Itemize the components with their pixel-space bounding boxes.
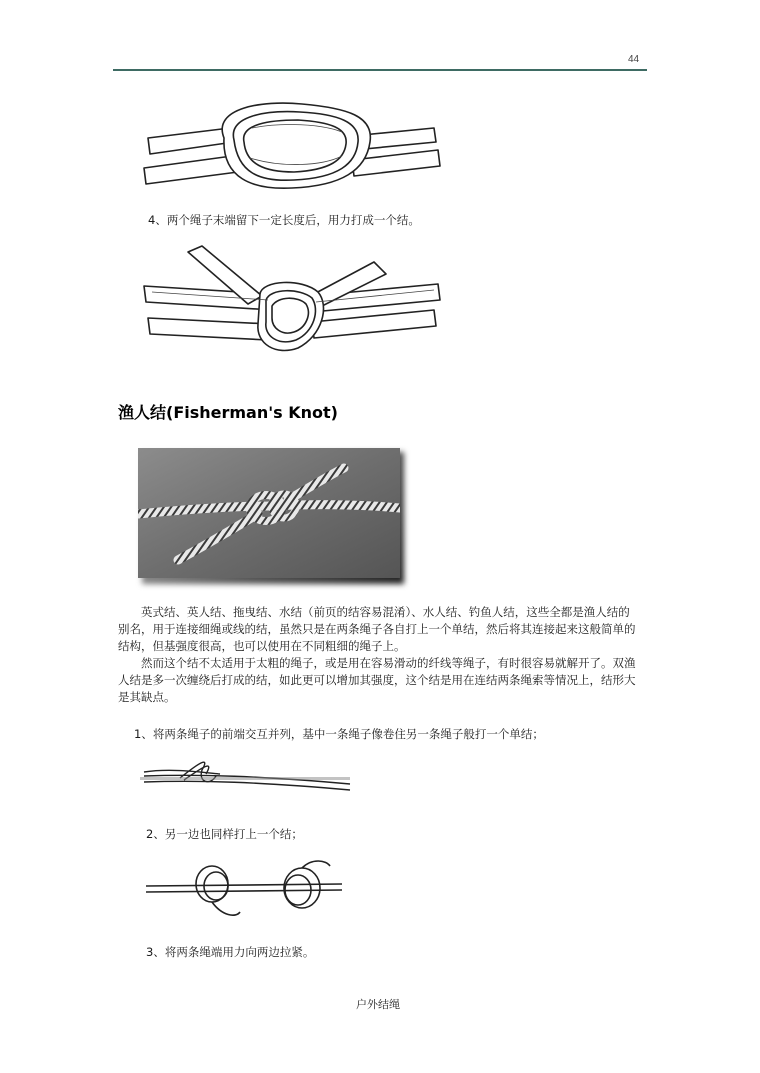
- section-title: 渔人结(Fisherman's Knot): [118, 403, 338, 422]
- page-footer: 户外结绳: [356, 998, 400, 1011]
- figure-caption-step1: 1、将两条绳子的前端交互并列，基中一条绳子像卷住另一条绳子般打一个单结；: [134, 727, 544, 741]
- tape-knot-tight-illustration: [142, 244, 442, 364]
- figure-caption-step3: 3、将两条绳端用力向两边拉紧。: [146, 945, 315, 959]
- tape-knot-loop-illustration: [142, 98, 442, 198]
- figure-caption-step4: 4、两个绳子末端留下一定长度后，用力打成一个结。: [148, 213, 420, 227]
- paragraph-aliases: 英式结、英人结、拖曳结、水结（前页的结容易混淆）、水人结、钓鱼人结，这些全都是渔人结的别名，用于连接细绳或线的结，虽然只是在两条绳子各自打上一个单结，然后将其连接起来这般简单的结构，但基强度很高，也可以使用在不同粗细的绳子上。: [118, 605, 636, 653]
- step1-knot-illustration: [140, 752, 370, 802]
- page-number: 44: [628, 54, 640, 65]
- step2-knot-illustration: [142, 854, 362, 924]
- figure-caption-step2: 2、另一边也同样打上一个结；: [146, 827, 303, 841]
- paragraph-usage-notes: 然而这个结不太适用于太粗的绳子，或是用在容易滑动的纤线等绳子，有时很容易就解开了。双渔人结是多一次缠绕后打成的结，如此更可以增加其强度，这个结是用在连结两条绳索等情况上，结形大是其缺点。: [118, 656, 636, 704]
- section-body: [118, 604, 638, 706]
- fishermans-knot-photo: [138, 448, 400, 578]
- header-rule: [113, 69, 647, 71]
